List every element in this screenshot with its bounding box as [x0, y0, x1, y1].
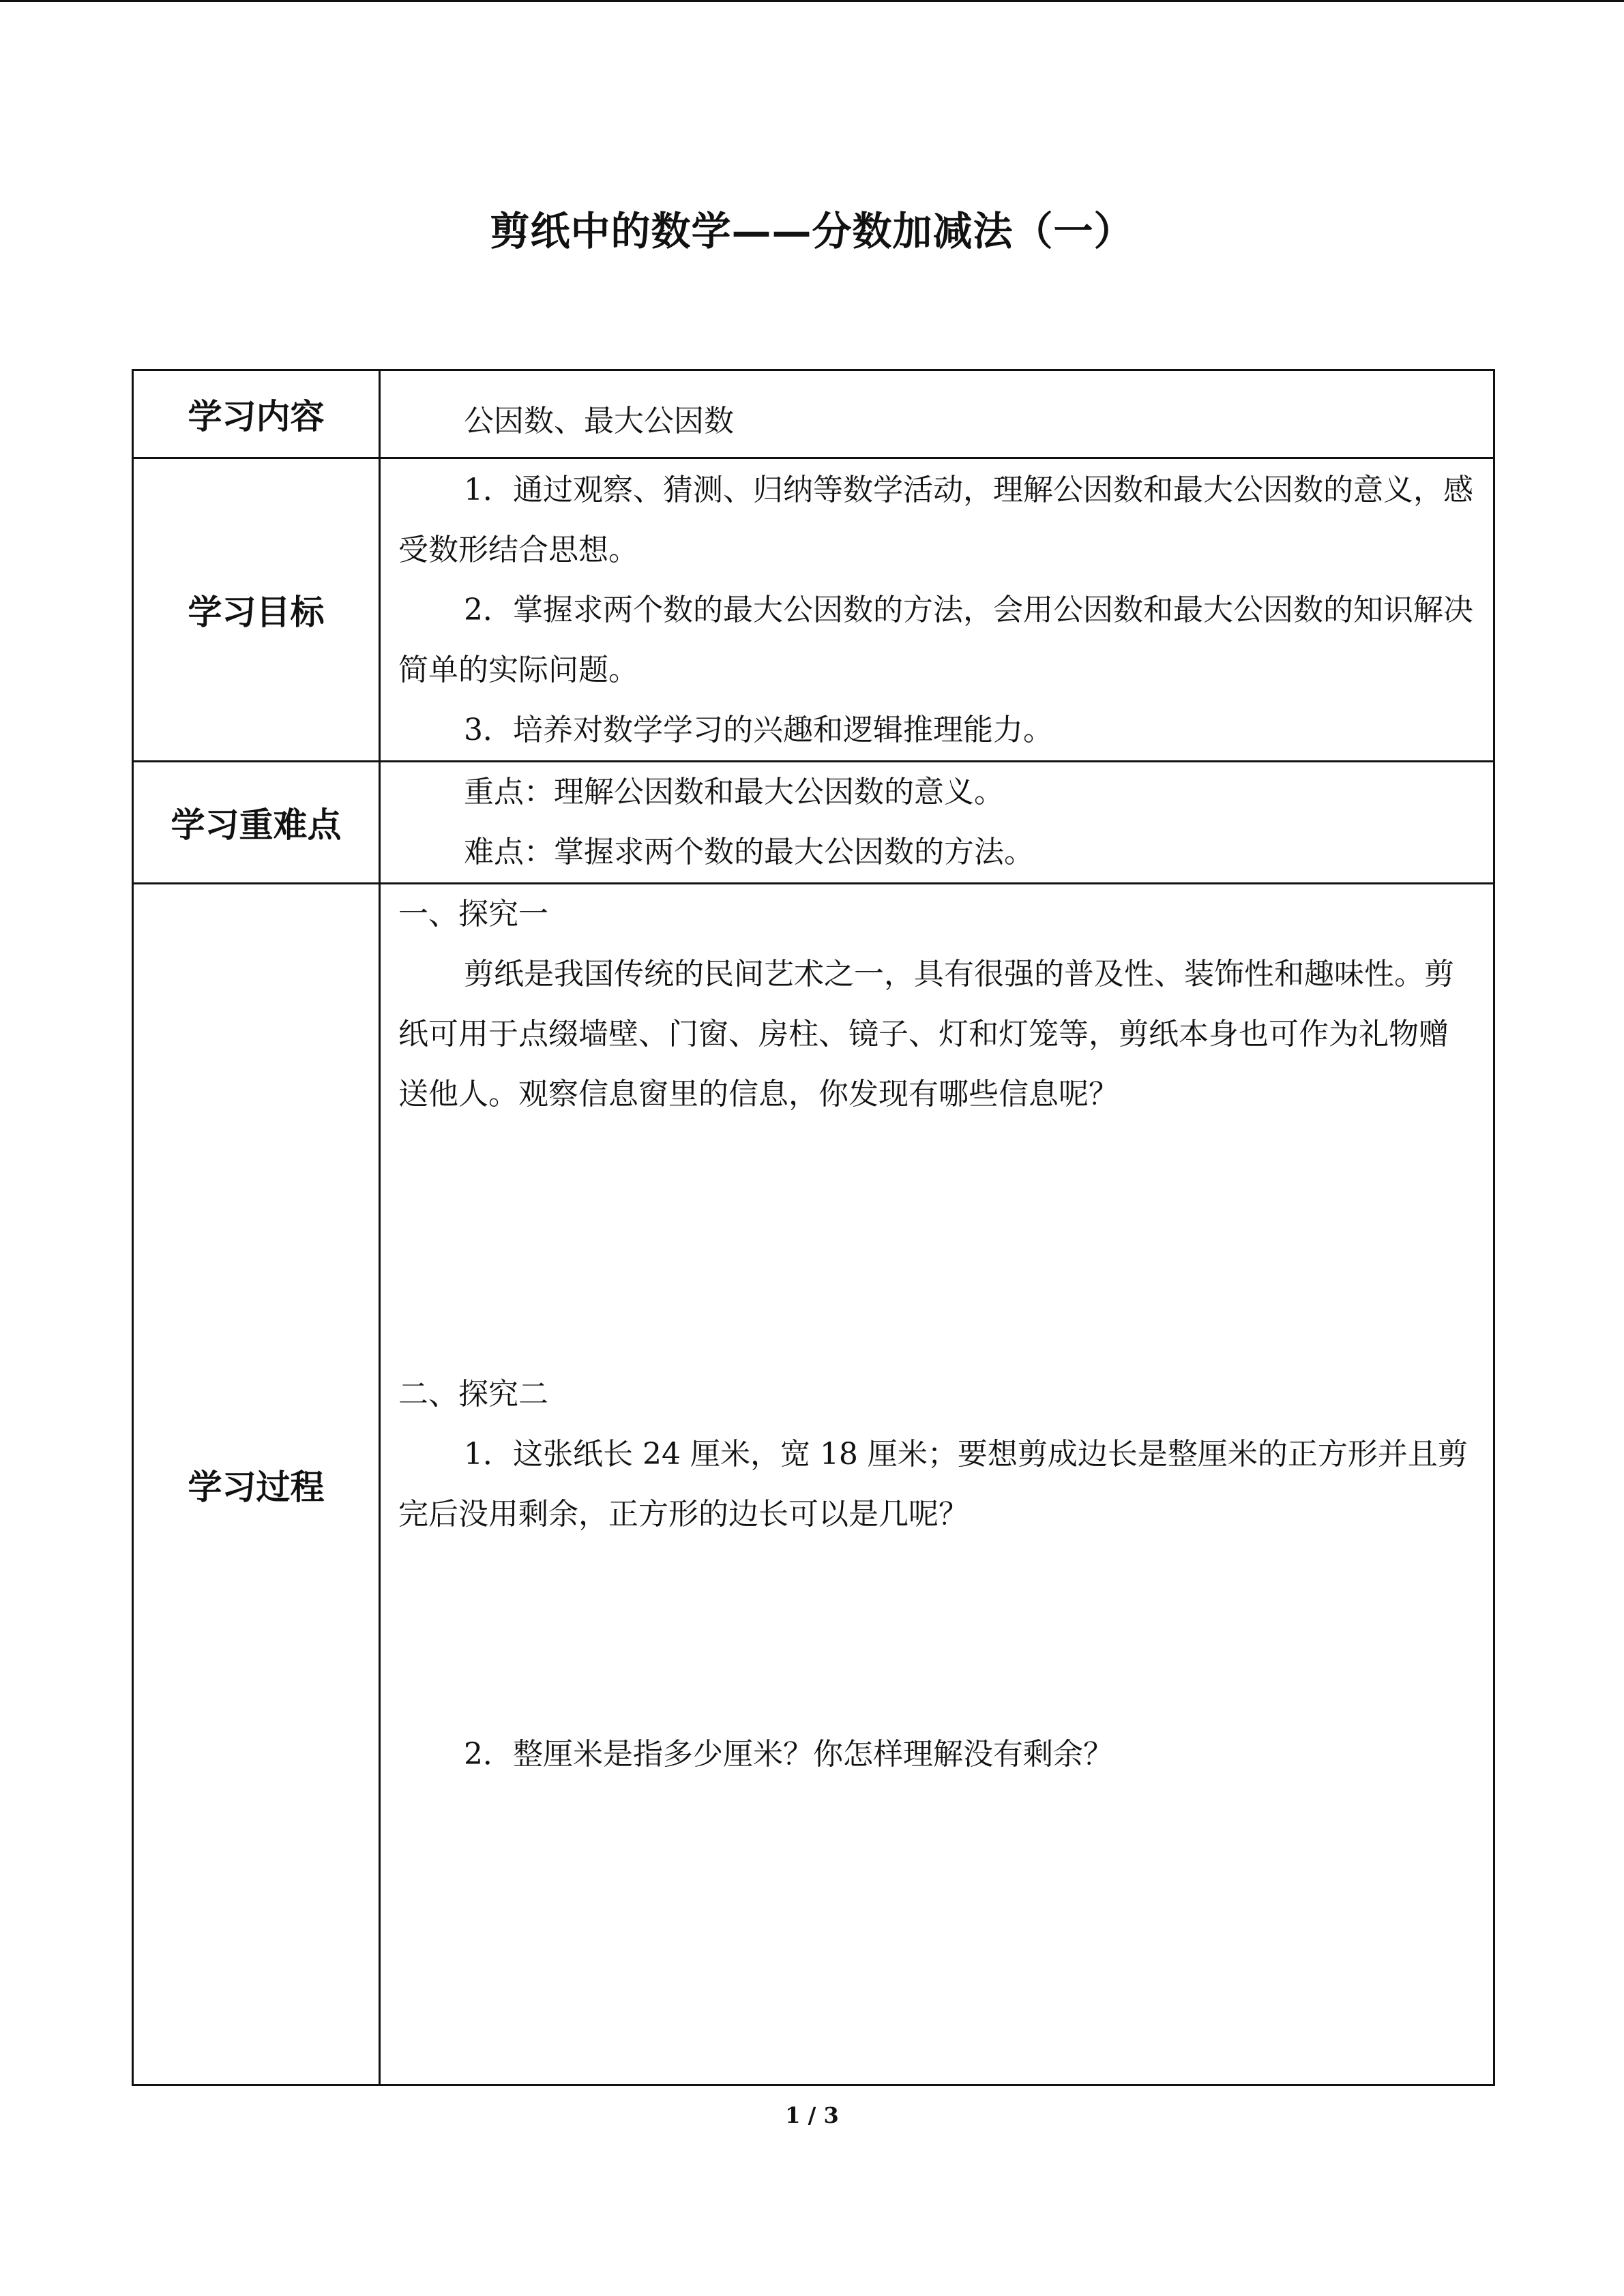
keypoints-cell — [380, 762, 1494, 884]
goal-item: 2．掌握求两个数的最大公因数的方法，会用公因数和最大公因数的知识解决简单的实际问题。 — [398, 593, 1473, 687]
goal-item: 3．培养对数学学习的兴趣和逻辑推理能力。 — [464, 713, 1053, 747]
question-text: 2．整厘米是指多少厘米？你怎样理解没有剩余？ — [464, 1737, 1113, 1772]
top-border-line — [0, 0, 1624, 2]
section-heading: 一、探究一 — [398, 897, 548, 931]
question-text: 1．这张纸长 24 厘米，宽 18 厘米；要想剪成边长是整厘米的正方形并且剪完后没用剩余，正方形的边长可以是几呢？ — [398, 1437, 1468, 1532]
row-learning-process — [133, 884, 1494, 2085]
goals-cell — [380, 458, 1494, 762]
document-title: 剪纸中的数学——分数加减法（一） — [490, 208, 1134, 254]
row-learning-goals — [133, 458, 1494, 762]
worksheet-table — [132, 369, 1495, 2086]
row-key-difficult-points — [133, 762, 1494, 884]
answer-space — [398, 1545, 1475, 1725]
goal-item: 1．通过观察、猜测、归纳等数学活动，理解公因数和最大公因数的意义，感受数形结合思想。 — [398, 473, 1473, 567]
process-cell — [380, 884, 1494, 2085]
row-label-process: 学习过程 — [133, 884, 380, 2085]
content-cell — [380, 370, 1494, 458]
section-heading: 二、探究二 — [398, 1377, 548, 1412]
content-text: 公因数、最大公因数 — [464, 404, 734, 438]
row-learning-content — [133, 370, 1494, 458]
section1-text: 剪纸是我国传统的民间艺术之一，具有很强的普及性、装饰性和趣味性。剪纸可用于点缀墙壁、门窗、房柱、镜子、灯和灯笼等，剪纸本身也可作为礼物赠送他人。观察信息窗里的信息，你发现有哪些信息呢？ — [398, 957, 1454, 1112]
row-label-keypoints: 学习重难点 — [133, 762, 380, 884]
row-label-goals: 学习目标 — [133, 458, 380, 762]
row-label-content: 学习内容 — [133, 370, 380, 458]
key-point-text: 重点：理解公因数和最大公因数的意义。 — [464, 775, 1004, 809]
answer-space — [398, 1124, 1475, 1365]
difficult-point-text: 难点：掌握求两个数的最大公因数的方法。 — [464, 835, 1034, 869]
page-number: 1 / 3 — [785, 2102, 839, 2128]
